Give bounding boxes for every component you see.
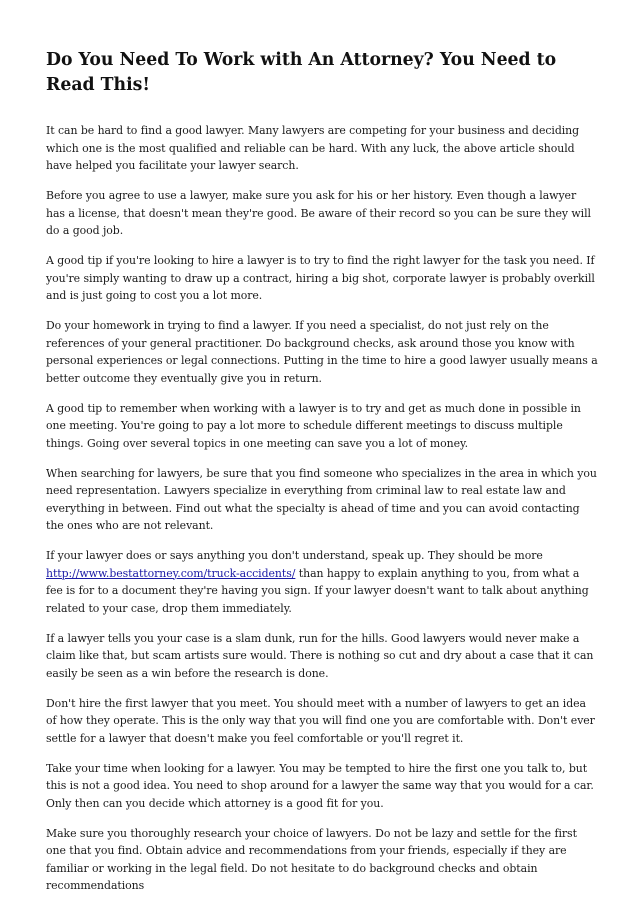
paragraph-first-lawyer: Don't hire the first lawyer that you meet. You should meet with a number of lawyers to get an idea of how they operate. This is the only way that you will find one you are comfortable with. Don't ever settle for a lawyer that doesn't make you feel comfortable or you'll regret it. bbox=[46, 696, 595, 745]
paragraph-one-meeting: A good tip to remember when working with a lawyer is to try and get as much done in possible in one meeting. You're going to pay a lot more to schedule different meetings to discuss multiple things. Going over several topics in one meeting can save you a lot of money. bbox=[46, 401, 581, 450]
paragraph-slam-dunk: If a lawyer tells you your case is a slam dunk, run for the hills. Good lawyers would never make a claim like that, but scam artists sure would. There is nothing so cut and dry about a case that it can easily be seen as a win before the research is done. bbox=[46, 631, 594, 680]
paragraph-speak-up bbox=[46, 547, 598, 617]
paragraph-specialize: When searching for lawyers, be sure that you find someone who specializes in the area in which you need representation. Lawyers specialize in everything from criminal law to real estate law and everything in between. Find out what the specialty is ahead of time and you can avoid contacting the ones who are not relevant. bbox=[46, 466, 597, 532]
paragraph-speak-up-before: If your lawyer does or says anything you don't understand, speak up. They should be more bbox=[46, 549, 543, 562]
paragraph-homework: Do your homework in trying to find a lawyer. If you need a specialist, do not just rely on the references of your general practitioner. Do background checks, ask around those you know with personal experiences or legal connections. Putting in the time to hire a good lawyer usually means a better outcome they eventually give you in return. bbox=[46, 319, 598, 385]
document-page bbox=[46, 48, 598, 907]
paragraph-intro: It can be hard to find a good lawyer. Many lawyers are competing for your business and deciding which one is the most qualified and reliable can be hard. With any luck, the above article should have helped you facilitate your lawyer search. bbox=[46, 124, 580, 172]
paragraph-history: Before you agree to use a lawyer, make sure you ask for his or her history. Even though a lawyer has a license, that doesn't mean they're good. Be aware of their record so you can be sure they will do a good job. bbox=[46, 189, 591, 237]
paragraph-research: Make sure you thoroughly research your choice of lawyers. Do not be lazy and settle for the first one that you find. Obtain advice and recommendations from your friends, especially if they are familiar or working in the legal field. Do not hesitate to do background checks and obtain recommendations bbox=[46, 826, 577, 892]
page-title: Do You Need To Work with An Attorney? You Need to Read This! bbox=[46, 50, 557, 95]
bestattorney-link[interactable]: http://www.bestattorney.com/truck-accidents/ bbox=[46, 566, 296, 580]
paragraph-speak-up-after: than happy to explain anything to you, from what a fee is for to a document they're having you sign. If your lawyer doesn't want to talk about anything related to your case, drop them immediately. bbox=[46, 566, 589, 615]
paragraph-take-time: Take your time when looking for a lawyer. You may be tempted to hire the first one you talk to, but this is not a good idea. You need to shop around for a lawyer the same way that you would for a car. Only then can you decide which attorney is a good fit for you. bbox=[46, 761, 594, 810]
paragraph-right-lawyer: A good tip if you're looking to hire a lawyer is to try to find the right lawyer for the task you need. If you're simply wanting to draw up a contract, hiring a big shot, corporate lawyer is probably overkill and is just going to cost you a lot more. bbox=[46, 254, 595, 302]
